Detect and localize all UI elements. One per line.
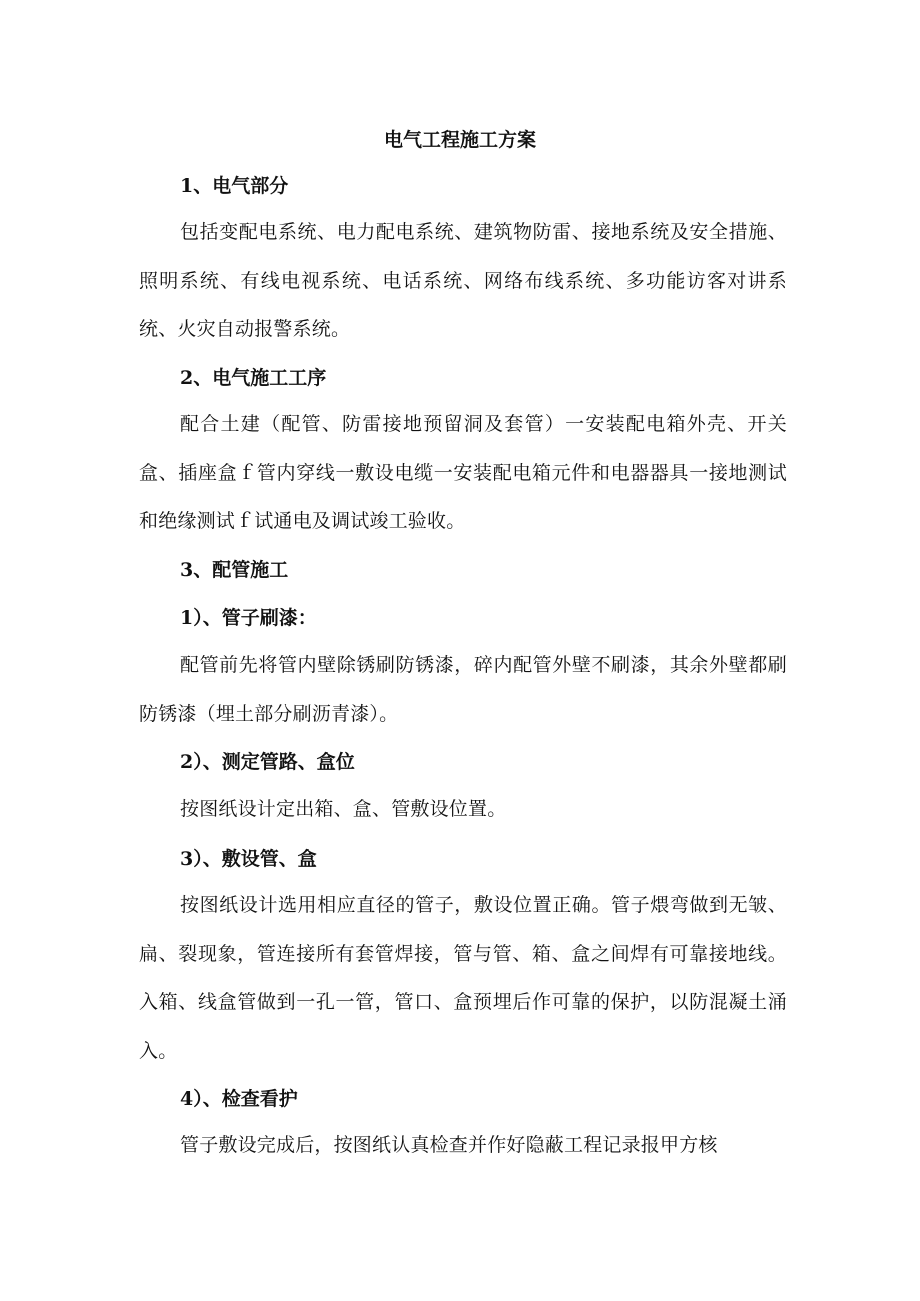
subsection-paragraph-painting: 配管前先将管内壁除锈刷防锈漆，碎内配管外壁不刷漆，其余外壁都刷防锈漆（埋土部分刷沥青漆）。: [139, 654, 787, 725]
section-paragraph-electrical: 包括变配电系统、电力配电系统、建筑物防雷、接地系统及安全措施、照明系统、有线电视系统、电话系统、网络布线系统、多功能访客对讲系统、火灾自动报警系统。: [139, 221, 787, 340]
section-heading-process: 2、电气施工工序: [180, 367, 327, 389]
section-heading-conduit: 3、配管施工: [180, 559, 289, 581]
section-heading-electrical: 1、电气部分: [180, 175, 289, 197]
subsection-heading-painting: 1）、管子刷漆：: [180, 607, 317, 629]
subsection-paragraph-measure: 按图纸设计定出箱、盒、管敷设位置。: [180, 798, 507, 820]
subsection-heading-inspection: 4）、检查看护: [180, 1088, 298, 1110]
subsection-heading-laying: 3）、敷设管、盒: [180, 848, 317, 870]
document-title: 电气工程施工方案: [383, 129, 536, 151]
subsection-heading-measure: 2）、测定管路、盒位: [180, 751, 355, 773]
subsection-paragraph-inspection: 管子敷设完成后，按图纸认真检查并作好隐蔽工程记录报甲方核: [180, 1134, 718, 1156]
subsection-paragraph-laying: 按图纸设计选用相应直径的管子，敷设位置正确。管子煨弯做到无皱、扁、裂现象，管连接所有套管焊接，管与管、箱、盒之间焊有可靠接地线。入箱、线盒管做到一孔一管，管口、盒预埋后作可靠的保护，以防混凝土涌入。: [139, 894, 787, 1062]
section-paragraph-process: 配合土建（配管、防雷接地预留洞及套管）一安装配电箱外壳、开关盒、插座盒ｆ管内穿线一敷设电缆一安装配电箱元件和电器器具一接地测试和绝缘测试ｆ试通电及调试竣工验收。: [139, 413, 787, 532]
